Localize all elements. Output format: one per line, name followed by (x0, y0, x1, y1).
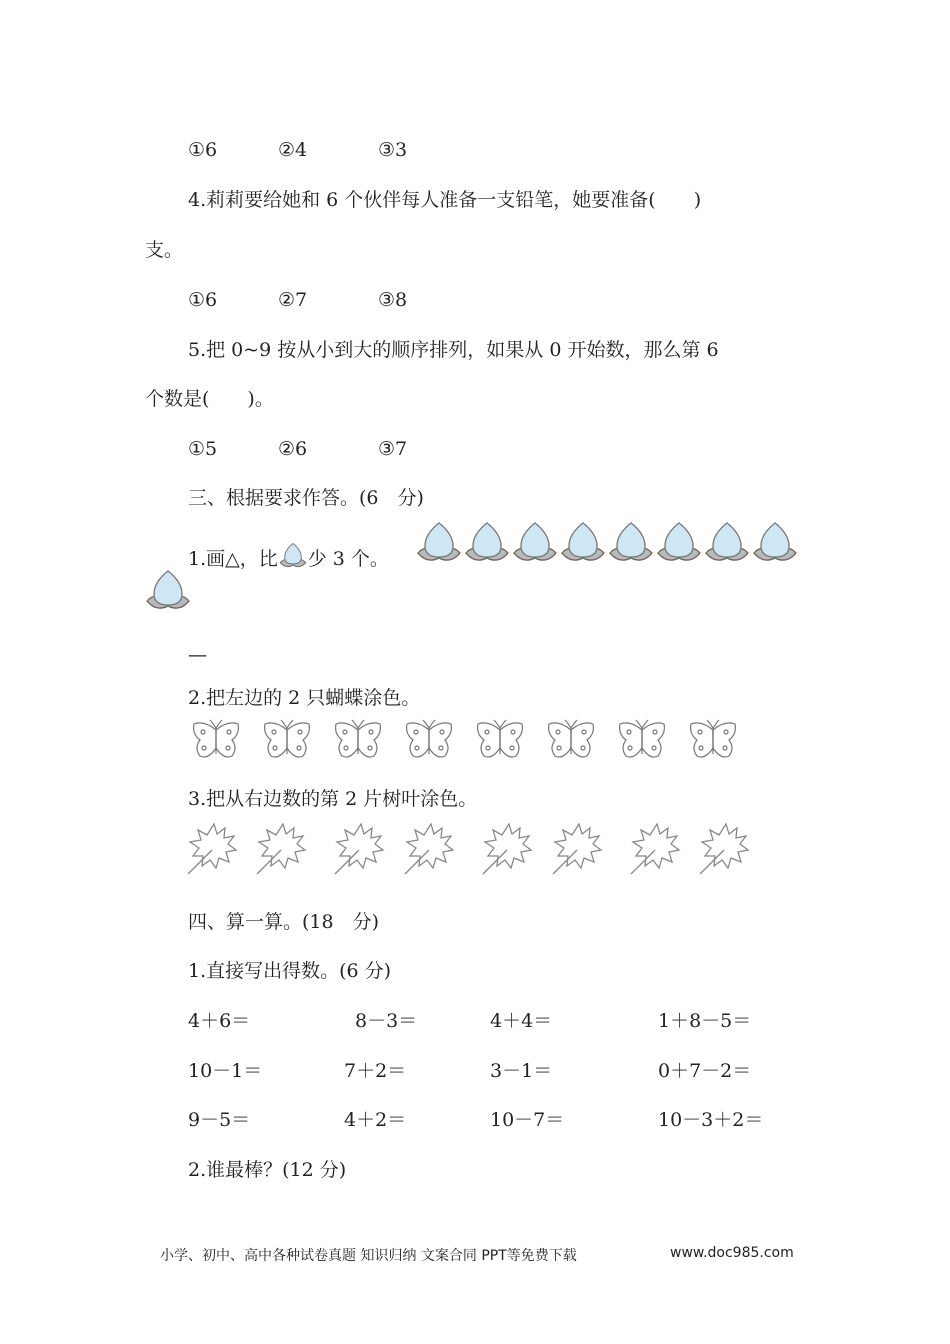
maple-leaf-icon[interactable] (549, 820, 603, 876)
q4-text-line1: 4.莉莉要给她和 6 个伙伴每人准备一支铅笔，她要准备( ) (188, 189, 702, 211)
butterfly-icon[interactable] (474, 718, 526, 764)
section4-item1: 1.直接写出得数。(6 分) (188, 960, 392, 982)
section3-item1-suffix: 少 3 个。 (307, 548, 389, 570)
peach-icon (560, 521, 606, 565)
section3-title: 三、根据要求作答。(6 分) (188, 487, 424, 509)
peach-icon (608, 521, 654, 565)
butterfly-icon[interactable] (190, 718, 242, 764)
butterfly-icon[interactable] (261, 718, 313, 764)
arith-problem: 1＋8－5＝ (658, 1010, 752, 1032)
section4-item2: 2.谁最棒？(12 分) (188, 1159, 347, 1181)
arith-problem: 10－3＋2＝ (658, 1109, 764, 1131)
peach-icon (656, 521, 702, 565)
q5-text-line1: 5.把 0~9 按从小到大的顺序排列，如果从 0 开始数，那么第 6 (188, 339, 719, 361)
arith-problem: 4＋2＝ (344, 1109, 407, 1131)
maple-leaf-icon[interactable] (479, 820, 533, 876)
peach-icon (752, 521, 798, 565)
maple-leaf-icon[interactable] (627, 820, 681, 876)
butterfly-icon[interactable] (403, 718, 455, 764)
peach-icon (278, 541, 308, 565)
butterfly-icon[interactable] (616, 718, 668, 764)
q3-option-3: ③3 (378, 139, 408, 161)
peach-icon (464, 521, 510, 565)
butterfly-icon[interactable] (332, 718, 384, 764)
maple-leaf-icon[interactable] (696, 820, 750, 876)
arith-problem: 8－3＝ (355, 1010, 418, 1032)
q4-option-3: ③8 (378, 289, 408, 311)
maple-leaf-icon[interactable] (401, 820, 455, 876)
peach-icon (416, 521, 462, 565)
section3-item1-prefix: 1.画△，比 (188, 548, 278, 570)
peach-icon (145, 569, 191, 613)
q4-option-1: ①6 (188, 289, 218, 311)
q4-text-line2: 支。 (145, 239, 184, 261)
section4-title: 四、算一算。(18 分) (188, 911, 380, 933)
peach-icon (512, 521, 558, 565)
section3-item2: 2.把左边的 2 只蝴蝶涂色。 (188, 687, 421, 709)
maple-leaf-icon[interactable] (331, 820, 385, 876)
footer-text: 小学、初中、高中各种试卷真题 知识归纳 文案合同 PPT等免费下载 (160, 1248, 577, 1264)
arith-problem: 9－5＝ (188, 1109, 251, 1131)
q3-option-2: ②4 (278, 139, 308, 161)
arith-problem: 3－1＝ (490, 1060, 553, 1082)
q3-option-1: ①6 (188, 139, 218, 161)
arith-problem: 7＋2＝ (344, 1060, 407, 1082)
answer-blank: — (188, 644, 207, 666)
arith-problem: 10－1＝ (188, 1060, 263, 1082)
section3-item3: 3.把从右边数的第 2 片树叶涂色。 (188, 788, 478, 810)
arith-problem: 4＋6＝ (188, 1010, 251, 1032)
peach-icon (704, 521, 750, 565)
butterfly-icon[interactable] (687, 718, 739, 764)
arith-problem: 4＋4＝ (490, 1010, 553, 1032)
q5-option-2: ②6 (278, 438, 308, 460)
section3-item1 (188, 541, 389, 571)
q5-text-line2: 个数是( )。 (145, 388, 274, 410)
q5-option-3: ③7 (378, 438, 408, 460)
q4-option-2: ②7 (278, 289, 308, 311)
footer-link[interactable]: www.doc985.com (670, 1245, 794, 1261)
q5-option-1: ①5 (188, 438, 218, 460)
maple-leaf-icon[interactable] (253, 820, 307, 876)
butterfly-icon[interactable] (545, 718, 597, 764)
footer (160, 1245, 794, 1265)
arith-problem: 10－7＝ (490, 1109, 565, 1131)
maple-leaf-icon[interactable] (184, 820, 238, 876)
arith-problem: 0＋7－2＝ (658, 1060, 752, 1082)
